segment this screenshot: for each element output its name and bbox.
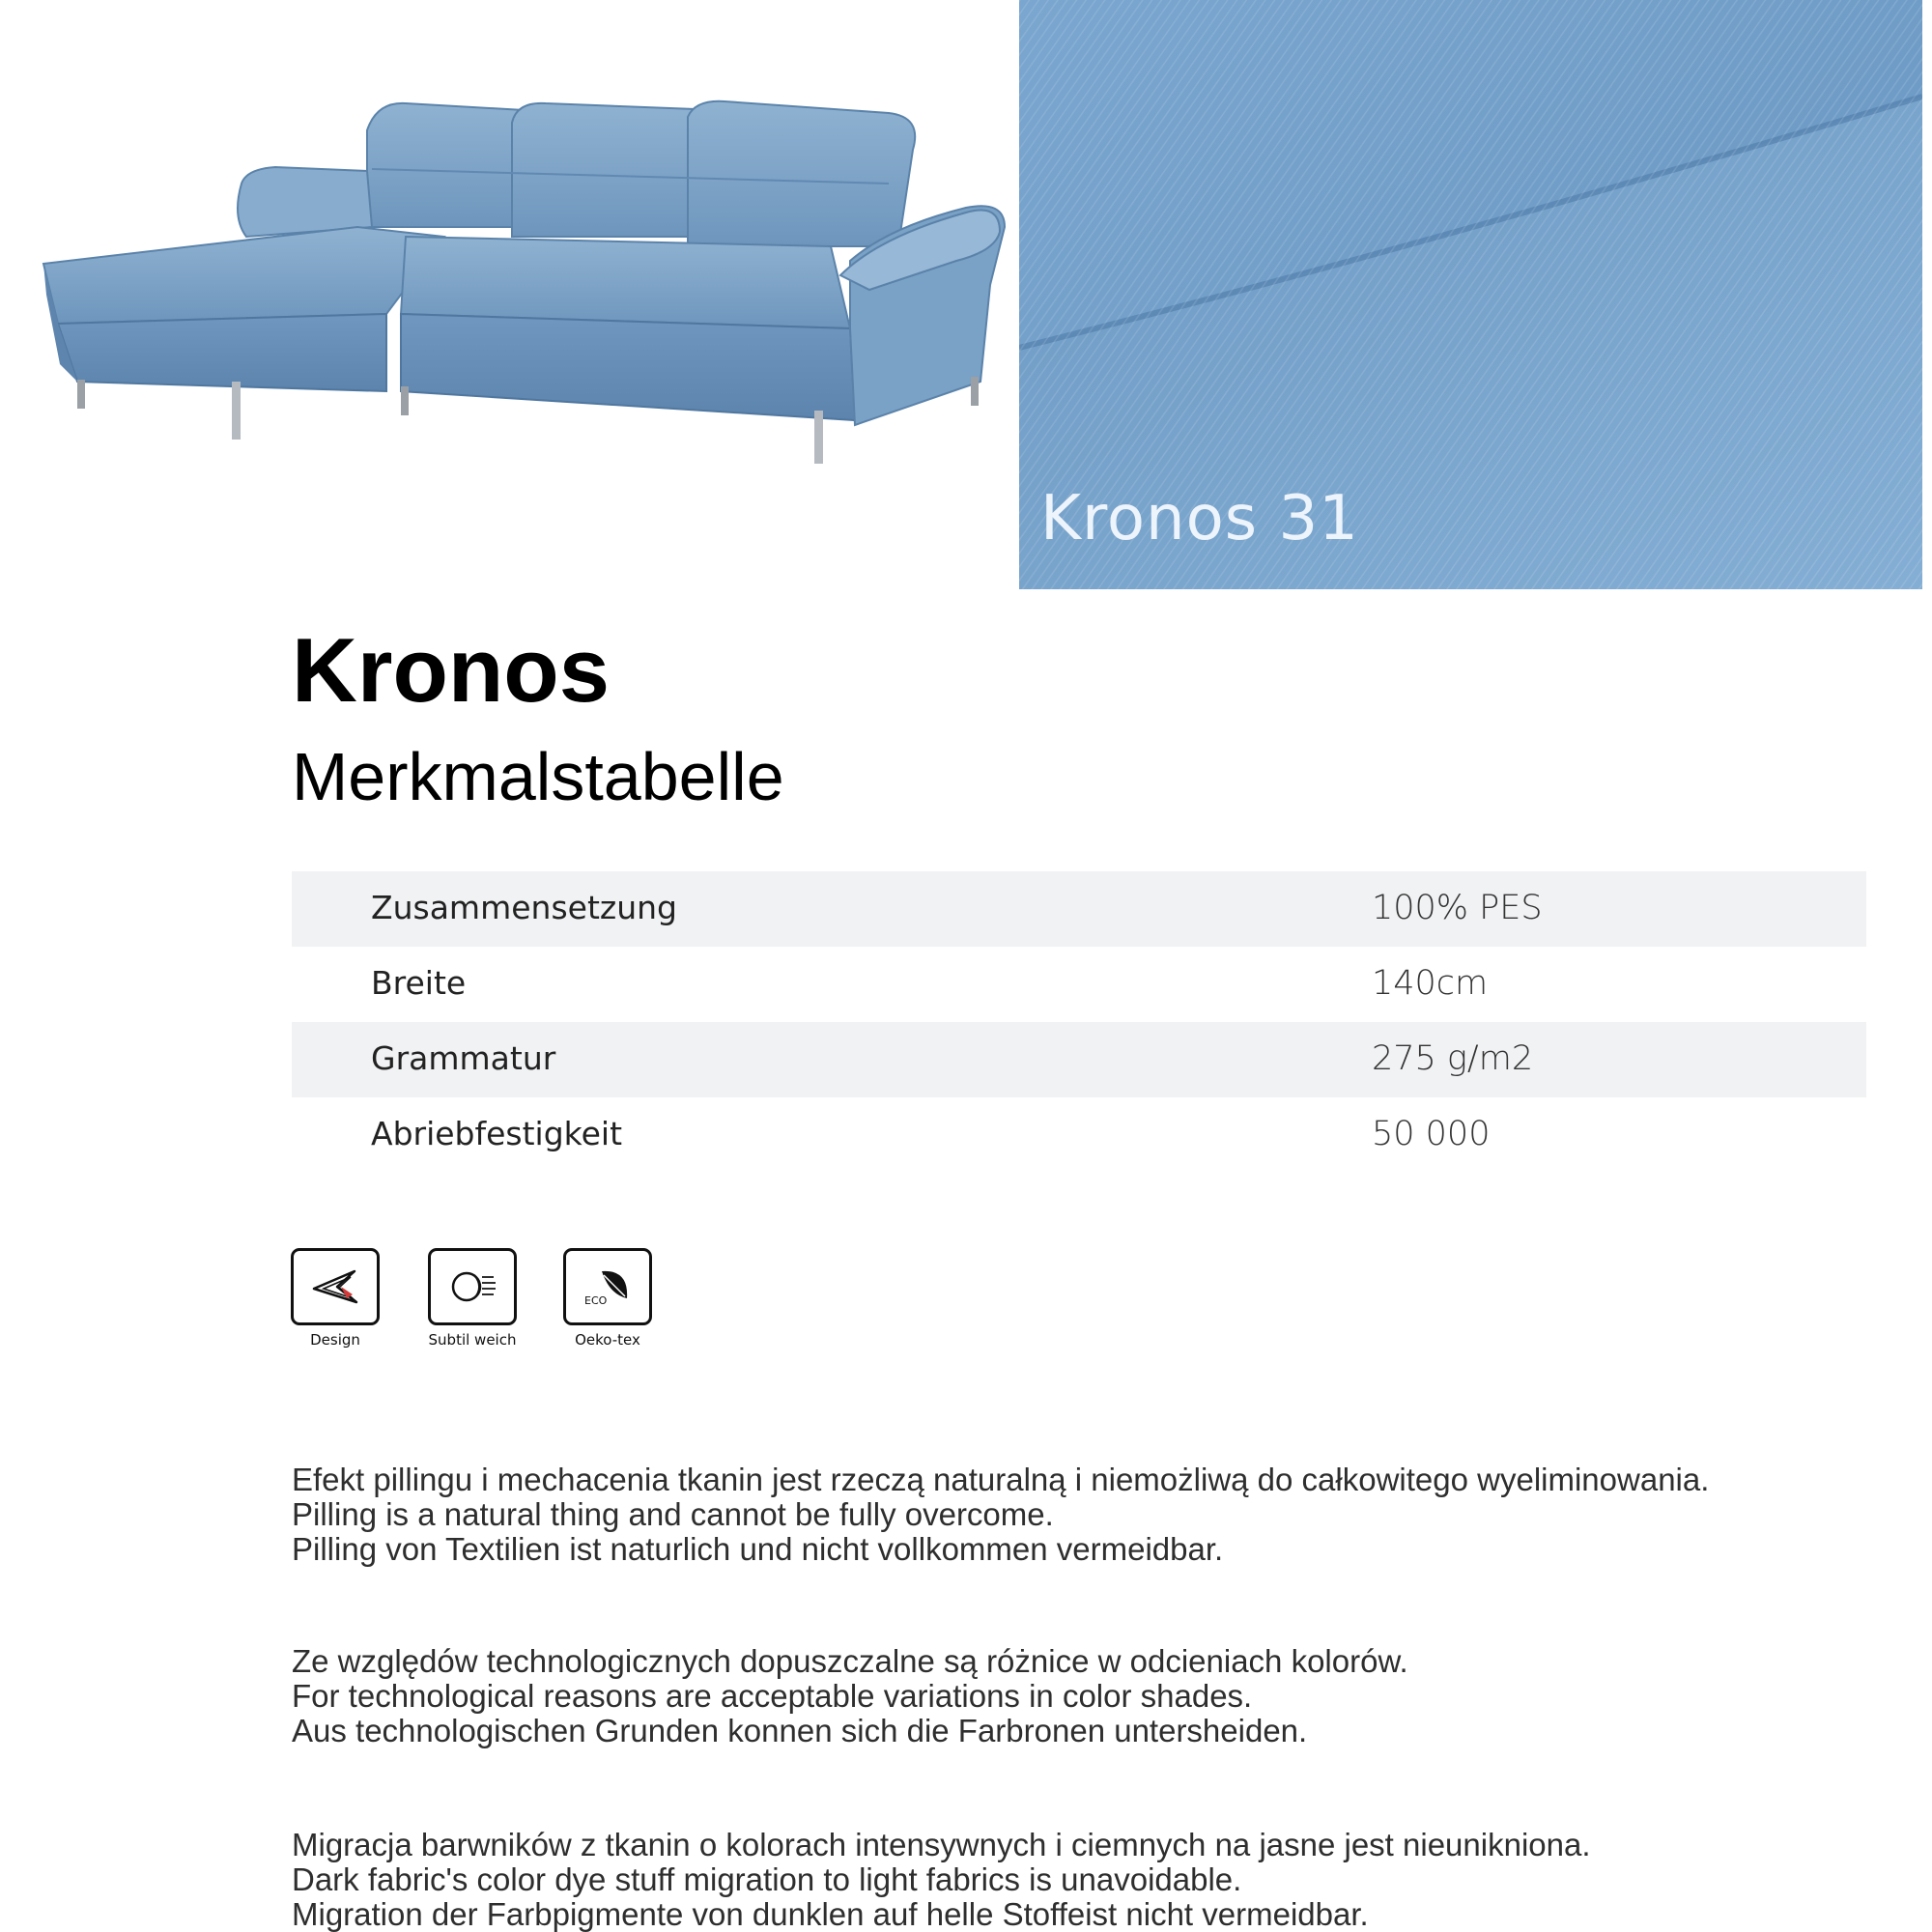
swatch-label: Kronos 31 (1040, 483, 1359, 554)
fabric-swatch-image (1019, 0, 1922, 589)
product-subtitle: Merkmalstabelle (292, 739, 784, 814)
soft-touch-icon (428, 1248, 517, 1325)
note-pilling (292, 1463, 1709, 1567)
product-title: Kronos (292, 619, 610, 721)
spec-value: 100% PES (1372, 889, 1543, 927)
feature-label: Oeko-tex (575, 1331, 640, 1349)
sofa-image (39, 92, 1014, 488)
note-line-pl: Ze względów technologicznych dopuszczalne są różnice w odcieniach kolorów. (292, 1643, 1408, 1679)
spec-label: Zusammensetzung (371, 889, 677, 926)
spec-value: 50 000 (1372, 1115, 1491, 1153)
design-icon (291, 1248, 380, 1325)
feature-eco (550, 1248, 666, 1349)
feature-label: Design (310, 1331, 360, 1349)
table-row (292, 947, 1866, 1022)
feature-soft (414, 1248, 530, 1349)
feature-design (277, 1248, 393, 1349)
svg-text:ECO: ECO (584, 1294, 608, 1307)
note-line-de: Migration der Farbpigmente von dunklen auf helle Stoffeist nicht vermeidbar. (292, 1896, 1369, 1932)
table-row (292, 1022, 1866, 1097)
note-line-de: Aus technologischen Grunden konnen sich die Farbronen untersheiden. (292, 1713, 1308, 1748)
spec-label: Breite (371, 964, 467, 1002)
note-line-pl: Efekt pillingu i mechacenia tkanin jest rzeczą naturalną i niemożliwą do całkowitego wyeliminowania. (292, 1462, 1710, 1497)
table-row (292, 871, 1866, 947)
note-line-en: Dark fabric's color dye stuff migration to light fabrics is unavoidable. (292, 1861, 1242, 1897)
spec-table (292, 871, 1866, 1173)
note-line-de: Pilling von Textilien ist naturlich und nicht vollkommen vermeidbar. (292, 1531, 1224, 1567)
note-dye-migration (292, 1828, 1591, 1932)
table-row (292, 1097, 1866, 1173)
eco-leaf-icon (563, 1248, 652, 1325)
note-color-variation (292, 1644, 1408, 1748)
note-line-pl: Migracja barwników z tkanin o kolorach intensywnych i ciemnych na jasne jest nieunikniona. (292, 1827, 1591, 1862)
spec-label: Abriebfestigkeit (371, 1115, 623, 1152)
spec-label: Grammatur (371, 1039, 556, 1077)
note-line-en: Pilling is a natural thing and cannot be fully overcome. (292, 1496, 1054, 1532)
feature-label: Subtil weich (428, 1331, 517, 1349)
note-line-en: For technological reasons are acceptable variations in color shades. (292, 1678, 1253, 1714)
spec-value: 275 g/m2 (1372, 1039, 1534, 1078)
spec-value: 140cm (1372, 964, 1489, 1003)
